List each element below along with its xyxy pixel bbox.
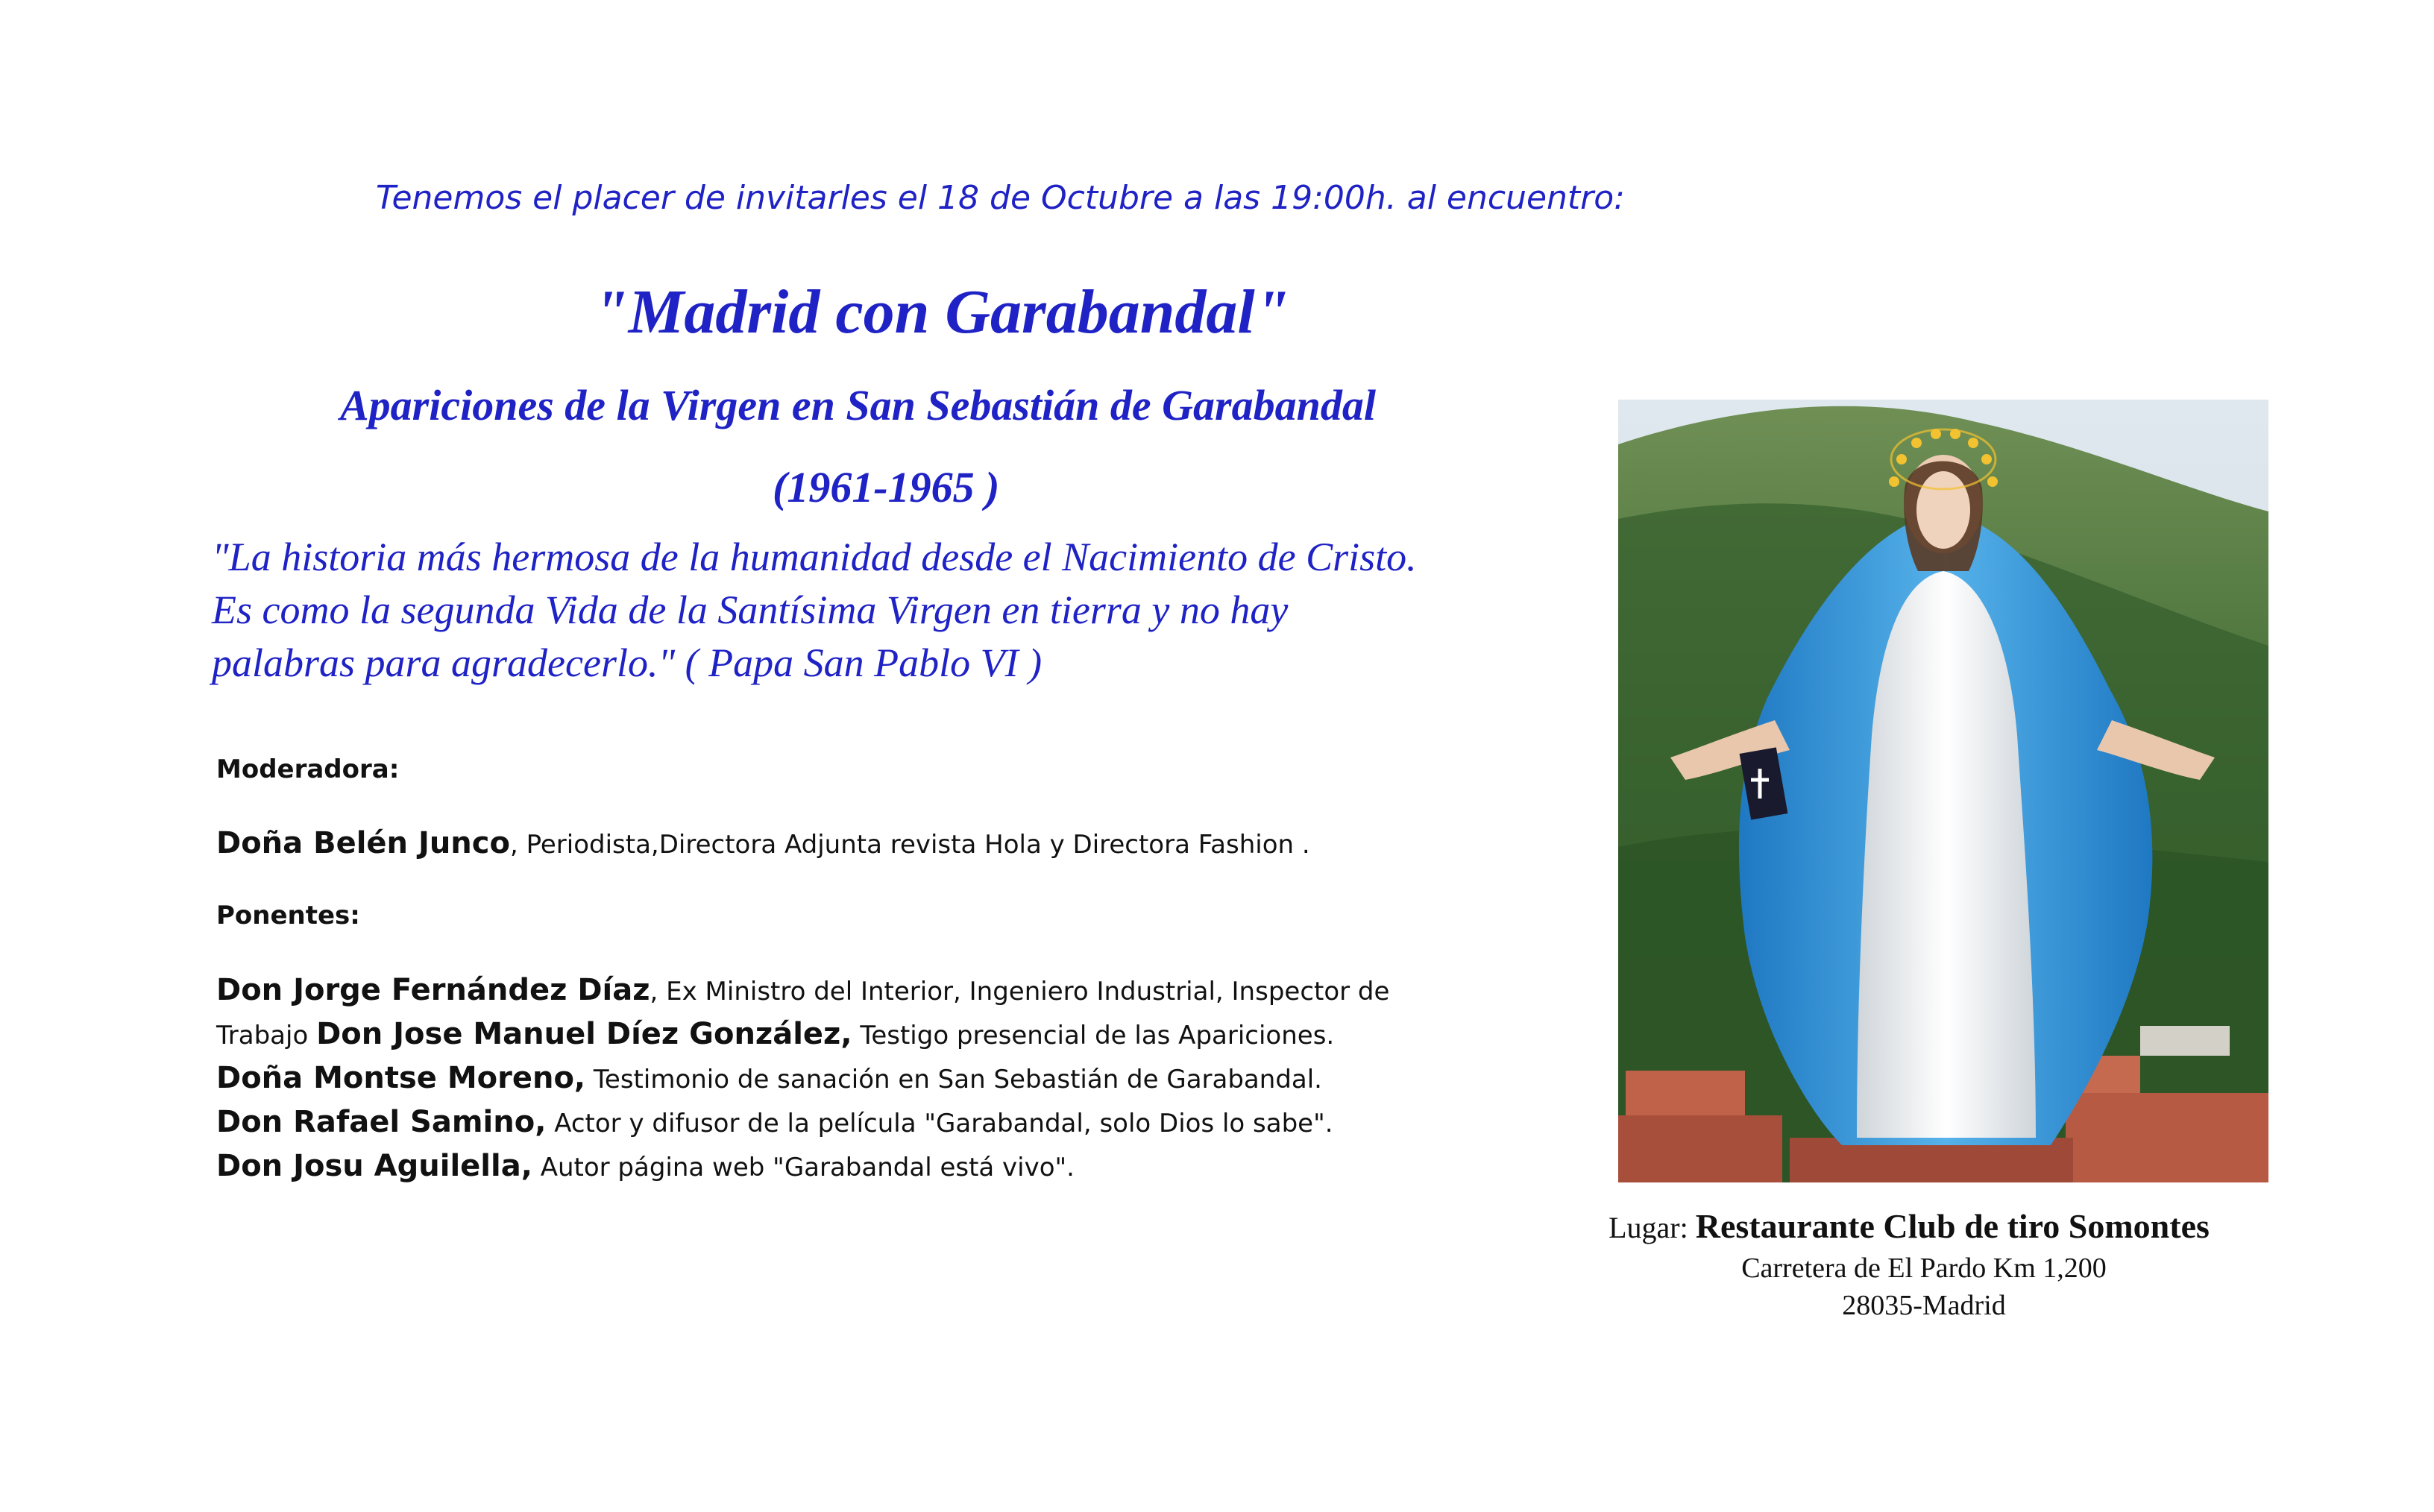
quote-line: palabras para agradecerlo." ( Papa San Pablo VI ) [212,640,1043,685]
event-years: (1961-1965 ) [773,463,1000,511]
invitation-line: Tenemos el placer de invitarles el 18 de Octubre a las 19:00h. al encuentro: [376,179,1626,217]
speaker-description: Actor y difusor de la película "Garabandal, solo Dios lo sabe". [546,1109,1333,1138]
venue-label: Lugar: [1608,1211,1696,1244]
papal-quote [212,531,1629,690]
moderator-heading: Moderadora: [216,755,400,784]
speaker-name: Don Jorge Fernández Díaz [216,973,650,1007]
speaker-description: Trabajo [216,1021,317,1050]
speakers-list [216,969,1633,1189]
moderator-name: Doña Belén Junco [216,826,510,860]
speaker-description: Testimonio de sanación en San Sebastián de Garabandal. [585,1065,1322,1094]
speaker-description: Autor página web "Garabandal está vivo". [532,1153,1075,1182]
virgin-mary-photo [1618,400,2268,1182]
speaker-entry [216,1145,1633,1189]
speaker-entry [216,1057,1633,1101]
event-title: "Madrid con Garabandal" [594,277,1290,347]
speakers-heading: Ponentes: [216,901,360,930]
speaker-name: Don Rafael Samino, [216,1105,547,1139]
speaker-entry [216,1101,1633,1145]
speaker-entry [216,969,1633,1013]
virgin-mary-illustration [1618,400,2268,1182]
event-subtitle: Apariciones de la Virgen en San Sebastián de Garabandal [340,381,1376,429]
speaker-description: Testigo presencial de las Apariciones. [852,1021,1335,1050]
moderator-entry [216,826,1633,860]
venue-city: 28035-Madrid [1842,1290,2006,1321]
speaker-name: Doña Montse Moreno, [216,1061,586,1095]
speaker-name: Don Josu Aguilella, [216,1149,532,1183]
speaker-entry [216,1013,1633,1057]
quote-line: "La historia más hermosa de la humanidad desde el Nacimiento de Cristo. [212,535,1417,579]
venue-name: Restaurante Club de tiro Somontes [1695,1207,2210,1245]
moderator-description: , Periodista,Directora Adjunta revista Hola y Directora Fashion . [509,830,1310,860]
speaker-description: , Ex Ministro del Interior, Ingeniero Industrial, Inspector de [650,977,1390,1007]
quote-line: Es como la segunda Vida de la Santísima Virgen en tierra y no hay [212,588,1289,632]
venue-info [1536,1206,2282,1322]
speaker-name: Don Jose Manuel Díez González, [316,1017,852,1051]
venue-address: Carretera de El Pardo Km 1,200 [1741,1253,2107,1284]
venue-line [1536,1206,2282,1246]
